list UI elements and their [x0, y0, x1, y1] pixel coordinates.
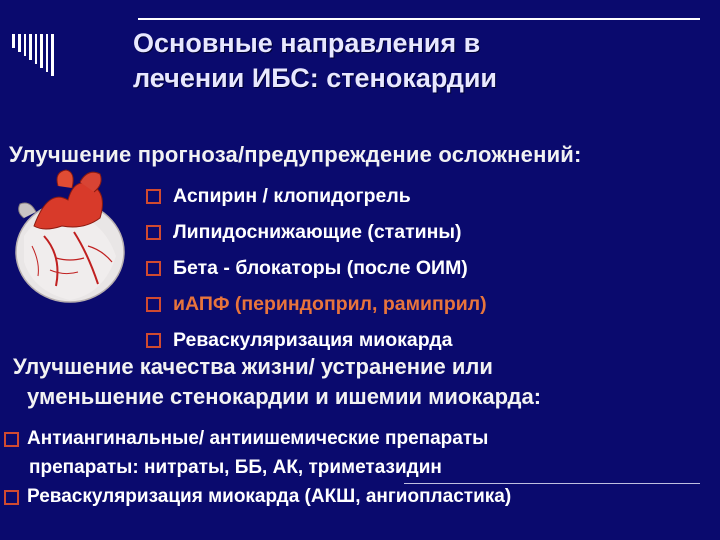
title-line-1: Основные направления в [133, 28, 481, 58]
list-item [146, 214, 487, 250]
list-item-text: Реваскуляризация миокарда [173, 328, 453, 351]
section-heading-prognosis: Улучшение прогноза/предупреждение осложнений: [9, 142, 582, 167]
list-item-text: Реваскуляризация миокарда (АКШ, ангиопластика) [27, 486, 512, 507]
list-item-text: иАПФ (периндоприл, рамиприл) [173, 292, 487, 315]
square-bullet-icon [146, 225, 161, 240]
square-bullet-icon [146, 333, 161, 348]
list-item [146, 250, 487, 286]
list-item [146, 178, 487, 214]
list-item-text: Бета - блокаторы (после ОИМ) [173, 256, 468, 279]
square-bullet-icon [146, 189, 161, 204]
list-item-text: Антиангинальные/ антиишемические препараты [27, 428, 489, 449]
square-bullet-icon [4, 490, 19, 505]
title-line-2: лечении ИБС: стенокардии [133, 63, 498, 93]
bottom-rule [404, 483, 700, 484]
square-bullet-icon [4, 432, 19, 447]
heart-illustration [4, 166, 130, 306]
decorative-bars [12, 34, 57, 78]
list-item-text: Липидоснижающие (статины) [173, 220, 462, 243]
square-bullet-icon [146, 261, 161, 276]
square-bullet-icon [146, 297, 161, 312]
list-item [146, 286, 487, 322]
heading2-line-2: уменьшение стенокардии и ишемии миокарда: [27, 384, 542, 409]
top-rule [138, 18, 700, 20]
list-item [4, 482, 511, 511]
list-item-text: Аспирин / клопидогрель [173, 184, 411, 207]
prognosis-list [146, 178, 487, 358]
quality-list [4, 424, 511, 511]
list-item-continuation: препараты: нитраты, ББ, АК, триметазидин [29, 457, 442, 478]
list-item [4, 424, 511, 482]
heading2-line-1: Улучшение качества жизни/ устранение или [13, 354, 493, 379]
slide-title [133, 26, 653, 96]
section-heading-quality [13, 352, 541, 412]
